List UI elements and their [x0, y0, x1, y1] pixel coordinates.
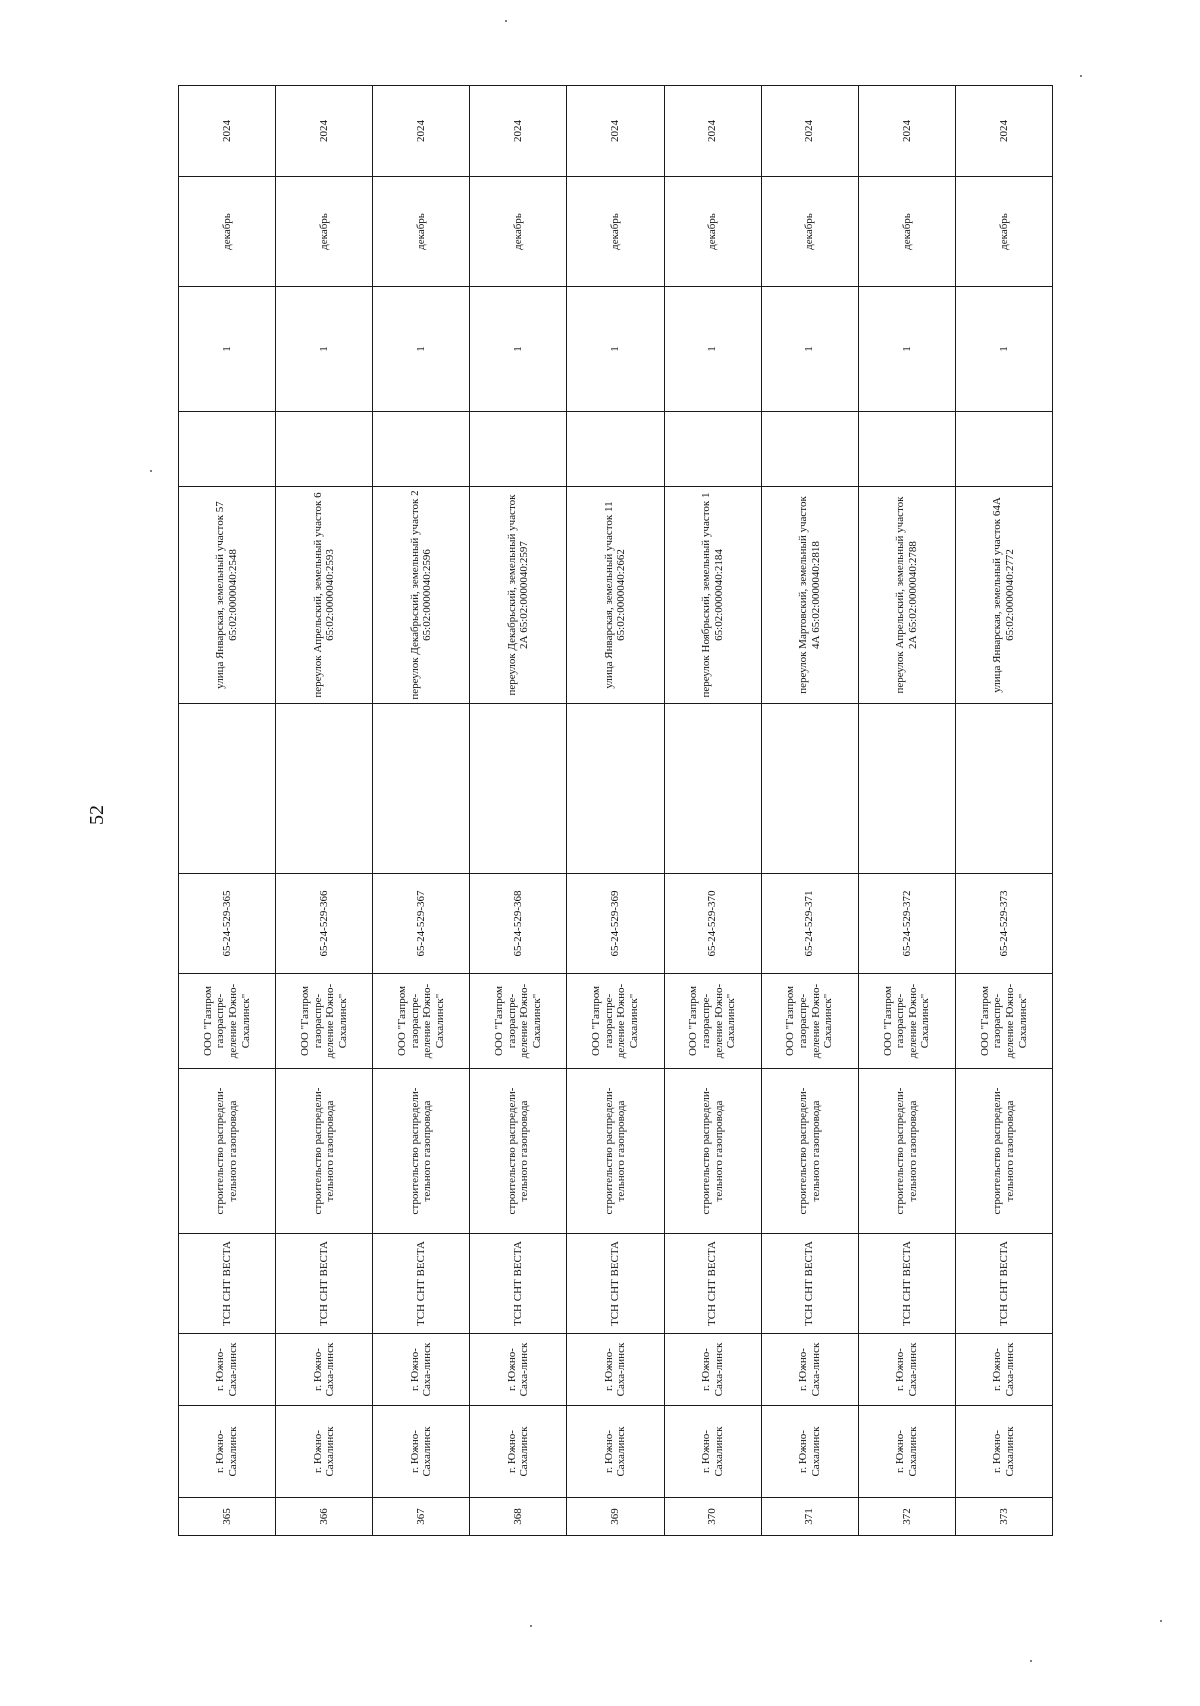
cell-district: г. Южно-Сахалинск: [470, 1406, 567, 1498]
cell-work: строительство распредели-тельного газопровода: [761, 1069, 858, 1234]
cell-blank: [179, 704, 276, 874]
cell-blank: [955, 704, 1052, 874]
cell-settlement: г. Южно-Саха-линск: [761, 1334, 858, 1406]
cell-num: 369: [567, 1498, 664, 1536]
cell-code: 65-24-529-373: [955, 874, 1052, 974]
cell-address: переулок Мартовский, земельный участок 4А 65:02:0000040:2818: [761, 487, 858, 704]
cell-org: ТСН СНТ ВЕСТА: [179, 1234, 276, 1334]
cell-code: 65-24-529-369: [567, 874, 664, 974]
cell-org: ТСН СНТ ВЕСТА: [955, 1234, 1052, 1334]
cell-code: 65-24-529-370: [664, 874, 761, 974]
cell-blank: [761, 412, 858, 487]
cell-district: г. Южно-Сахалинск: [179, 1406, 276, 1498]
table-row: [567, 86, 664, 1536]
cell-settlement: г. Южно-Саха-линск: [373, 1334, 470, 1406]
cell-settlement: г. Южно-Саха-линск: [955, 1334, 1052, 1406]
cell-blank: [373, 704, 470, 874]
cell-blank: [276, 412, 373, 487]
cell-qty: 1: [664, 287, 761, 412]
cell-operator: ООО "Газпром газораспре-деление Южно-Сахалинск": [179, 974, 276, 1069]
cell-code: 65-24-529-371: [761, 874, 858, 974]
cell-blank: [567, 412, 664, 487]
cell-work: строительство распредели-тельного газопровода: [858, 1069, 955, 1234]
cell-code: 65-24-529-366: [276, 874, 373, 974]
cell-operator: ООО "Газпром газораспре-деление Южно-Сахалинск": [373, 974, 470, 1069]
cell-qty: 1: [179, 287, 276, 412]
cell-work: строительство распредели-тельного газопровода: [179, 1069, 276, 1234]
cell-qty: 1: [470, 287, 567, 412]
cell-code: 65-24-529-372: [858, 874, 955, 974]
cell-qty: 1: [567, 287, 664, 412]
cell-year: 2024: [470, 86, 567, 177]
cell-year: 2024: [179, 86, 276, 177]
cell-qty: 1: [858, 287, 955, 412]
scan-speck: [1030, 1660, 1032, 1662]
cell-year: 2024: [858, 86, 955, 177]
cell-operator: ООО "Газпром газораспре-деление Южно-Сахалинск": [858, 974, 955, 1069]
table-row: [276, 86, 373, 1536]
cell-num: 370: [664, 1498, 761, 1536]
cell-num: 366: [276, 1498, 373, 1536]
scan-speck: [150, 470, 152, 472]
cell-blank: [470, 704, 567, 874]
cell-year: 2024: [567, 86, 664, 177]
table-row: [858, 86, 955, 1536]
cell-settlement: г. Южно-Саха-линск: [567, 1334, 664, 1406]
cell-num: 373: [955, 1498, 1052, 1536]
cell-month: декабрь: [373, 177, 470, 287]
table-row: [373, 86, 470, 1536]
cell-work: строительство распредели-тельного газопровода: [373, 1069, 470, 1234]
cell-settlement: г. Южно-Саха-линск: [276, 1334, 373, 1406]
cell-address: улица Январская, земельный участок 11 65:02:0000040:2662: [567, 487, 664, 704]
cell-blank: [858, 412, 955, 487]
cell-district: г. Южно-Сахалинск: [858, 1406, 955, 1498]
cell-district: г. Южно-Сахалинск: [664, 1406, 761, 1498]
cell-month: декабрь: [567, 177, 664, 287]
cell-operator: ООО "Газпром газораспре-деление Южно-Сахалинск": [470, 974, 567, 1069]
cell-blank: [858, 704, 955, 874]
table-row: [761, 86, 858, 1536]
cell-address: переулок Ноябрьский, земельный участок 1 65:02:0000040:2184: [664, 487, 761, 704]
cell-work: строительство распредели-тельного газопровода: [955, 1069, 1052, 1234]
cell-qty: 1: [761, 287, 858, 412]
cell-blank: [470, 412, 567, 487]
cell-qty: 1: [955, 287, 1052, 412]
cell-qty: 1: [373, 287, 470, 412]
cell-district: г. Южно-Сахалинск: [276, 1406, 373, 1498]
cell-year: 2024: [276, 86, 373, 177]
gasification-table: [178, 85, 1053, 1536]
cell-work: строительство распредели-тельного газопровода: [664, 1069, 761, 1234]
cell-district: г. Южно-Сахалинск: [373, 1406, 470, 1498]
scan-speck: [1080, 75, 1082, 77]
cell-year: 2024: [761, 86, 858, 177]
cell-org: ТСН СНТ ВЕСТА: [470, 1234, 567, 1334]
cell-month: декабрь: [276, 177, 373, 287]
cell-blank: [179, 412, 276, 487]
cell-operator: ООО "Газпром газораспре-деление Южно-Сахалинск": [761, 974, 858, 1069]
cell-address: улица Январская, земельный участок 57 65:02:0000040:2548: [179, 487, 276, 704]
cell-code: 65-24-529-368: [470, 874, 567, 974]
cell-code: 65-24-529-367: [373, 874, 470, 974]
cell-month: декабрь: [470, 177, 567, 287]
cell-blank: [276, 704, 373, 874]
cell-org: ТСН СНТ ВЕСТА: [373, 1234, 470, 1334]
cell-blank: [567, 704, 664, 874]
cell-operator: ООО "Газпром газораспре-деление Южно-Сахалинск": [276, 974, 373, 1069]
rotated-table-container: [178, 86, 1053, 1536]
cell-district: г. Южно-Сахалинск: [761, 1406, 858, 1498]
cell-operator: ООО "Газпром газораспре-деление Южно-Сахалинск": [955, 974, 1052, 1069]
table-row: [470, 86, 567, 1536]
cell-settlement: г. Южно-Саха-линск: [179, 1334, 276, 1406]
cell-month: декабрь: [858, 177, 955, 287]
cell-org: ТСН СНТ ВЕСТА: [858, 1234, 955, 1334]
cell-month: декабрь: [179, 177, 276, 287]
cell-org: ТСН СНТ ВЕСТА: [567, 1234, 664, 1334]
cell-num: 367: [373, 1498, 470, 1536]
table-row: [955, 86, 1052, 1536]
cell-address: переулок Апрельский, земельный участок 6 65:02:0000040:2593: [276, 487, 373, 704]
cell-blank: [664, 412, 761, 487]
cell-district: г. Южно-Сахалинск: [567, 1406, 664, 1498]
scan-speck: [505, 20, 507, 22]
cell-address: переулок Декабрьский, земельный участок 2 65:02:0000040:2596: [373, 487, 470, 704]
cell-month: декабрь: [664, 177, 761, 287]
cell-blank: [373, 412, 470, 487]
cell-settlement: г. Южно-Саха-линск: [470, 1334, 567, 1406]
cell-operator: ООО "Газпром газораспре-деление Южно-Сахалинск": [664, 974, 761, 1069]
cell-org: ТСН СНТ ВЕСТА: [664, 1234, 761, 1334]
cell-blank: [664, 704, 761, 874]
cell-address: улица Январская, земельный участок 64А 65:02:0000040:2772: [955, 487, 1052, 704]
cell-year: 2024: [955, 86, 1052, 177]
cell-year: 2024: [664, 86, 761, 177]
cell-district: г. Южно-Сахалинск: [955, 1406, 1052, 1498]
cell-num: 365: [179, 1498, 276, 1536]
cell-month: декабрь: [955, 177, 1052, 287]
cell-month: декабрь: [761, 177, 858, 287]
cell-work: строительство распредели-тельного газопровода: [276, 1069, 373, 1234]
cell-address: переулок Апрельский, земельный участок 2А 65:02:0000040:2788: [858, 487, 955, 704]
cell-org: ТСН СНТ ВЕСТА: [276, 1234, 373, 1334]
table-row: [664, 86, 761, 1536]
cell-blank: [955, 412, 1052, 487]
cell-blank: [761, 704, 858, 874]
cell-year: 2024: [373, 86, 470, 177]
cell-address: переулок Декабрьский, земельный участок 2А 65:02:0000040:2597: [470, 487, 567, 704]
cell-settlement: г. Южно-Саха-линск: [664, 1334, 761, 1406]
cell-num: 368: [470, 1498, 567, 1536]
cell-num: 372: [858, 1498, 955, 1536]
cell-work: строительство распредели-тельного газопровода: [567, 1069, 664, 1234]
scan-speck: [530, 1625, 532, 1627]
page-number: 52: [86, 805, 108, 825]
cell-code: 65-24-529-365: [179, 874, 276, 974]
cell-qty: 1: [276, 287, 373, 412]
cell-operator: ООО "Газпром газораспре-деление Южно-Сахалинск": [567, 974, 664, 1069]
table-row: [179, 86, 276, 1536]
cell-org: ТСН СНТ ВЕСТА: [761, 1234, 858, 1334]
scan-speck: [1160, 1620, 1162, 1622]
cell-work: строительство распредели-тельного газопровода: [470, 1069, 567, 1234]
cell-settlement: г. Южно-Саха-линск: [858, 1334, 955, 1406]
cell-num: 371: [761, 1498, 858, 1536]
